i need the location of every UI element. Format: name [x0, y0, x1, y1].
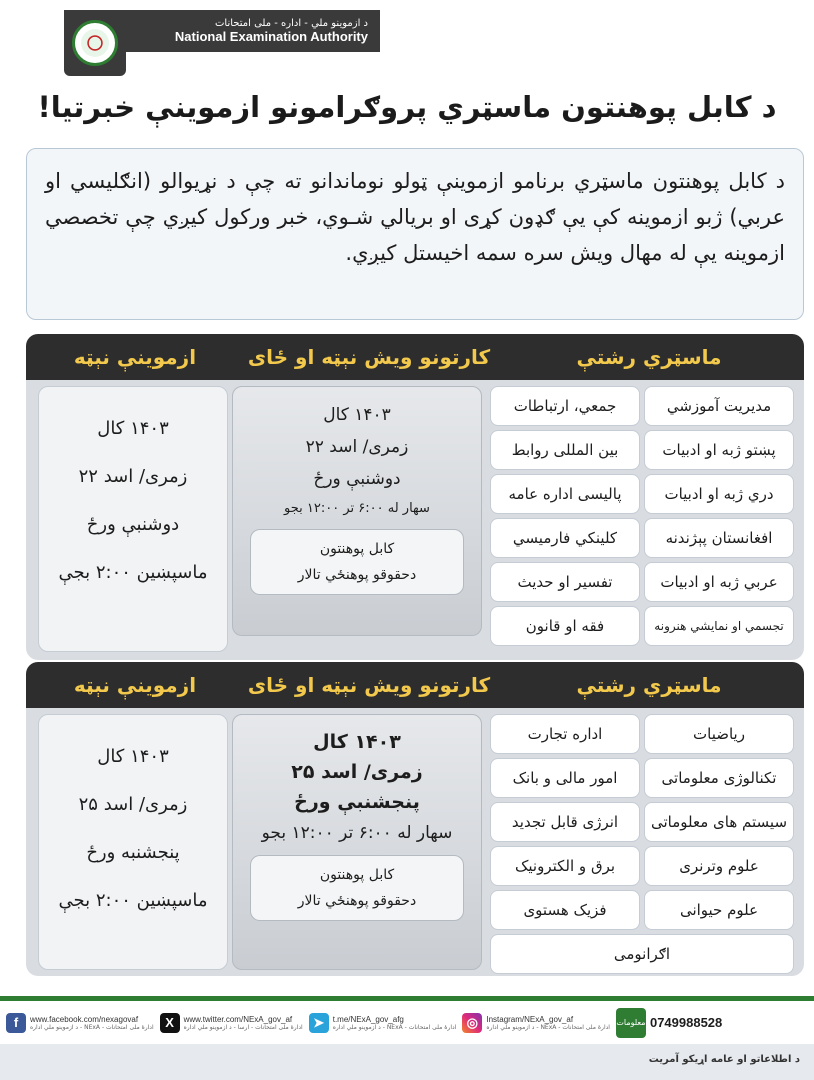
- facebook-sub: ادارۀ ملی امتحانات - NExA - د ازموینو ملي اداره: [30, 1023, 154, 1031]
- field-item: افغانستان پېژندنه: [644, 518, 794, 558]
- field-item: رياضيات: [644, 714, 794, 754]
- bottom-bar: د اطلاعاتو او عامه اړيکو آمريت: [0, 1044, 814, 1080]
- info-label: معلومات: [616, 1018, 646, 1027]
- telegram-link[interactable]: [309, 1013, 457, 1033]
- exam-year: ۱۴۰۳ کال: [97, 418, 169, 439]
- field-item: علوم وترنری: [644, 846, 794, 886]
- footer-social-bar: [0, 996, 814, 1044]
- header-center: کارتونو ويش نېټه او ځای: [247, 345, 491, 369]
- fields-grid: [492, 714, 794, 974]
- field-item: پالیسی اداره عامه: [490, 474, 640, 514]
- exam-day: دوشنبې ورځ: [86, 514, 180, 535]
- center-year: ۱۴۰۳ کال: [323, 405, 391, 425]
- twitter-url: www.twitter.com/NExA_gov_af: [183, 1014, 293, 1024]
- logo-icon: [72, 20, 118, 66]
- exam-date: زمری/ اسد ۲۵: [78, 794, 188, 815]
- header-fields: ماسټري رشتې: [576, 673, 722, 697]
- twitter-link[interactable]: [160, 1013, 303, 1033]
- venue-line-2: دحقوقو پوهنځي تالار: [297, 893, 417, 909]
- field-item: مدیریت آموزشي: [644, 386, 794, 426]
- schedule-section-2: [26, 662, 804, 976]
- instagram-url: Instagram/NExA_gov_af: [486, 1014, 574, 1024]
- field-item: جمعي، ارتباطات: [490, 386, 640, 426]
- venue-box: [250, 529, 464, 595]
- field-item: دري ژبه او ادبيات: [644, 474, 794, 514]
- org-name-ps: د ازموینو ملي - اداره - ملی امتحانات: [215, 18, 368, 29]
- exam-time: ماسپښين ۲:۰۰ بجې: [58, 562, 208, 583]
- center-date: زمری/ اسد ۲۲: [305, 437, 409, 457]
- field-item: کلينکي فارمیسي: [490, 518, 640, 558]
- telegram-icon: ➤: [309, 1013, 329, 1033]
- instagram-link[interactable]: [462, 1013, 610, 1033]
- center-year: ۱۴۰۳ کال: [313, 731, 401, 753]
- field-item: اګرانومی: [490, 934, 794, 974]
- header-exam: ازموينې نېټه: [73, 345, 197, 369]
- venue-line-1: کابل پوهنتون: [319, 541, 395, 557]
- field-item: بين المللی روابط: [490, 430, 640, 470]
- field-item: پښتو ژبه او ادبيات: [644, 430, 794, 470]
- venue-box: [250, 855, 464, 921]
- field-item: فزیک هستوی: [490, 890, 640, 930]
- field-item: عربي ژبه او ادبيات: [644, 562, 794, 602]
- org-name-en: National Examination Authority: [174, 29, 368, 44]
- section-header: [26, 334, 804, 380]
- telegram-sub: ادارۀ ملی امتحانات - NExA - د ازموینو ملي اداره: [332, 1023, 457, 1031]
- card-distribution-box: [232, 386, 482, 636]
- exam-date: زمری/ اسد ۲۲: [78, 466, 188, 487]
- center-time: سهار له ۶:۰۰ تر ۱۲:۰۰ بجو: [284, 501, 430, 516]
- schedule-section-1: [26, 334, 804, 660]
- fields-grid: [492, 386, 794, 646]
- field-item: تفسير او حديث: [490, 562, 640, 602]
- facebook-url: www.facebook.com/nexagovaf: [30, 1014, 139, 1024]
- exam-time: ماسپښين ۲:۰۰ بجې: [58, 890, 208, 911]
- field-item: تجسمي او نمايشي هنرونه: [644, 606, 794, 646]
- exam-day: پنجشنبه ورځ: [86, 842, 180, 863]
- logo: [64, 10, 126, 76]
- field-item: علوم حيوانی: [644, 890, 794, 930]
- instagram-sub: ادارۀ ملی امتحانات - NExA - د ازموینو ملي اداره: [486, 1023, 610, 1031]
- field-item: اداره تجارت: [490, 714, 640, 754]
- exam-year: ۱۴۰۳ کال: [97, 746, 169, 767]
- center-day: دوشنبې ورځ: [313, 469, 401, 489]
- field-item: تکنالوژی معلوماتی: [644, 758, 794, 798]
- header: [64, 10, 380, 76]
- twitter-sub: ادارۀ ملی امتحانات - ارسا - د ازموینو ملي اداره: [183, 1023, 303, 1031]
- field-item: برق و الکترونيک: [490, 846, 640, 886]
- venue-line-2: دحقوقو پوهنځي تالار: [297, 567, 417, 583]
- header-bar: [126, 10, 380, 52]
- center-day: پنجشنبې ورځ: [294, 791, 420, 813]
- field-item: سيستم های معلوماتی: [644, 802, 794, 842]
- instagram-icon: ◎: [462, 1013, 482, 1033]
- page-title: د کابل پوهنتون ماسټري پروګرامونو ازموينې خبرتيا!: [37, 90, 777, 124]
- exam-date-box: [38, 386, 228, 652]
- field-item: فقه او قانون: [490, 606, 640, 646]
- header-center: کارتونو ويش نېټه او ځای: [247, 673, 491, 697]
- exam-date-box: [38, 714, 228, 970]
- venue-line-1: کابل پوهنتون: [319, 867, 395, 883]
- card-distribution-box: [232, 714, 482, 970]
- center-date: زمری/ اسد ۲۵: [291, 761, 423, 783]
- facebook-link[interactable]: [6, 1013, 154, 1033]
- phone-icon: [616, 1008, 646, 1038]
- telegram-url: t.me/NExA_gov_afg: [332, 1014, 404, 1024]
- field-item: انرژی قابل تجدید: [490, 802, 640, 842]
- header-exam: ازموينې نېټه: [73, 673, 197, 697]
- phone-number: 0749988528: [649, 1015, 723, 1030]
- field-item: امور مالی و بانک: [490, 758, 640, 798]
- twitter-x-icon: X: [160, 1013, 180, 1033]
- header-fields: ماسټري رشتې: [576, 345, 722, 369]
- intro-text: د کابل پوهنتون ماسټري برنامو ازموينې ټولو نوماندانو ته چې د نړيوالو (انګليسي او عربي) ژبو ازموينه کې يې ګډون کړی او بريالي شـوي، خبر ورکول کيږي چې تخصصي ازموينه يې له مهال ويش سره سمه اخيستل کيږي.: [26, 148, 804, 320]
- section-header: [26, 662, 804, 708]
- facebook-icon: f: [6, 1013, 26, 1033]
- phone-contact[interactable]: [616, 1008, 722, 1038]
- center-time: سهار له ۶:۰۰ تر ۱۲:۰۰ بجو: [261, 823, 453, 843]
